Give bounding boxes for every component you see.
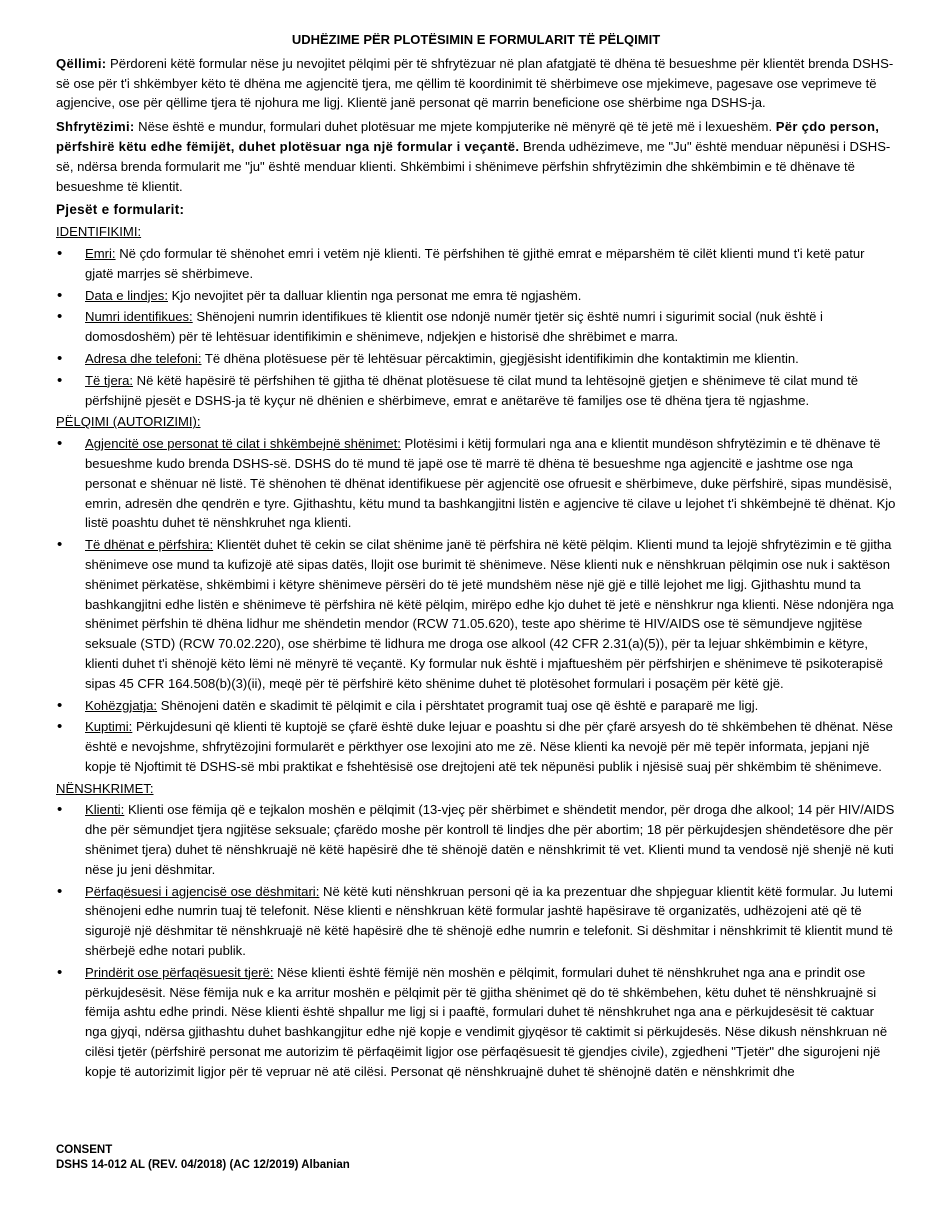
list-item <box>56 535 896 693</box>
signatures-list <box>56 800 896 1081</box>
list-item <box>56 696 896 716</box>
instructions-page <box>56 30 896 1084</box>
list-item <box>56 882 896 961</box>
item-label: Agjencitë ose personat të cilat i shkëmbejnë shënimet: <box>85 436 401 452</box>
section-heading-consent: PËLQIMI (AUTORIZIMI): <box>56 414 201 430</box>
item-label: Të dhënat e përfshira: <box>85 537 214 553</box>
footer-form-name: CONSENT <box>56 1144 113 1156</box>
list-item <box>56 434 896 533</box>
form-parts-heading: Pjesët e formularit: <box>56 202 185 218</box>
item-label: Të tjera: <box>85 372 134 388</box>
footer-form-number: DSHS 14-012 AL (REV. 04/2018) (AC 12/2019) Albanian <box>56 1159 350 1171</box>
usage-label: Shfrytëzimi: <box>56 119 135 135</box>
item-label: Kuptimi: <box>85 719 133 735</box>
item-label: Adresa dhe telefoni: <box>85 350 202 366</box>
item-text: Përkujdesuni që klienti të kuptojë se çfarë është duke lejuar e poashtu si dhe për çfarë arsyesh do të shkëmbehen të dhënat. Nëse është e nevojshme, shfrytëzojini formularët e përkthyer ose lexojini ato me zë. Nëse klienti ka nevojë për më tepër informata, jepjani një kopje të Njoftimit të DSHS-së mbi praktikat e fshehtësisë ose drejtojeni atë tek nëpunësi publik i njësisë suaj për shkëmbim të shënimeve. <box>85 719 893 774</box>
list-item <box>56 371 896 411</box>
item-text: Klientët duhet të cekin se cilat shënime janë të përfshira në këtë pëlqim. Klienti mund ta lejojë shfrytëzimin e të gjitha shënimeve ose mund ta kufizojë atë sipas datës, llojit ose burimit të shënimeve. Nëse klienti nuk e nënshkruan pëlqimin ose nuk i saktëson shënimet përkatëse, shkëmbimi i këtyre shënimeve përsëri do të jetë mundshëm nëse një gjë e tillë lejohet me ligj. Gjithashtu mund ta bashkangjitni edhe listën e shënimeve të përfshira në këtë pëlqim, mirëpo edhe kjo duhet të jetë e nënshkrur nga klienti. Nëse ndonjëra nga shënimet përfshin të dhëna lidhur me shëndetin mendor (RCW 71.05.620), teste apo shërime të HIV/AIDS ose të sëmundjeve ngjitëse seksuale (STD) (RCW 70.02.220), ose shërbime të lidhura me droga ose alkool (42 CFR 2.31(a)(5)), për ta lejuar shkëmbimin e këtyre, klienti duhet t'i shënojë këto lëmi në mënyrë të veçantë. Ky formular nuk është i mjaftueshëm për përfshirjen e shënimeve të psikoterapisë sipas 45 CFR 164.508(b)(3)(ii), meqë për të përfshirë këto shënime duhet të plotësohet formulari i posaçëm për këtë gjë. <box>85 537 894 691</box>
form-footer <box>56 1143 350 1173</box>
item-text: Plotësimi i këtij formulari nga ana e klientit mundëson shfrytëzimin e të dhënave të besueshme kudo brenda DSHS-së. DSHS do të mund të japë ose të marrë të dhëna të besueshme nga agjencitë e jashtme ose nga personat e shënuar në listë. Të shënohen të dhënat identifikuese për agjencitë ose ofruesit e shërbimeve, duke përfshirë, sipas mundësisë, emrin, adresën dhe qendrën e tyre. Gjithashtu, këtu mund ta bashkangjitni listën e agjencive të cilave u lejohet t'i shkëmbejnë të dhënat. Kjo listë poashtu duhet të nënshkruhet nga klienti. <box>85 436 896 531</box>
item-label: Emri: <box>85 245 116 261</box>
item-text: Klienti ose fëmija që e tejkalon moshën e pëlqimit (13-vjeç për shërbimet e shëndetit mendor, për droga dhe alkool; 14 për HIV/AIDS dhe për sëmundjet tjera ngjitëse seksuale; çfarëdo moshe për kontroll të lindjes dhe për abortim; 18 për përkujdesjen shëndetësore dhe për shënimet tjera) duhet të nënshkruajë në këtë hapësirë dhe të shënojë datën e nënshkrimit të vet. Klienti mund ta vendosë një shenjë në kuti nëse ju jeni dëshmitar. <box>85 802 895 877</box>
item-text: Në këtë hapësirë të përfshihen të gjitha të dhënat plotësuese të cilat mund ta lehtësojnë gjetjen e shënimeve të cilat mund të përfshijnë pjesët e DSHS-ja të kyçur në dhënien e shërbimeve, emrat e anëtarëve të familjes ose të dhëna tjera të ngjashme. <box>85 372 859 408</box>
item-text: Nëse klienti është fëmijë nën moshën e pëlqimit, formulari duhet të nënshkruhet nga ana e prindit ose përkujdesësit. Nëse fëmija nuk e ka arritur moshën e pëlqimit për të gjitha shënimet që do të shkëmbehen, këtu duhet të nënshkruajnë si fëmija ashtu edhe prindi. Nëse klienti është shpallur me ligj si i paaftë, formulari duhet të nënshkruhet nga ana e përkujdesësit të caktuar nga gjyqi, ndërsa gjithashtu duhet bashkangjitur edhe një kopje e vendimit gjyqësor të caktimit si përkujdesës. Nëse dikush nënshkruan në cilësi tjetër (përfshirë personat me autorizim të përfaqëimit ligjor ose përfaqësuesit të gjendjes civile), zgjedheni "Tjetër" dhe sigurojeni një kopje të autorizimit ligjor për të vepruar në atë cilësi. Personat që nënshkruajnë duhet të shënojnë datën e nënshkrimit dhe <box>85 964 888 1079</box>
item-text: Kjo nevojitet për ta dalluar klientin nga personat me emra të ngjashëm. <box>167 287 582 303</box>
item-label: Kohëzgjatja: <box>85 697 158 713</box>
item-label: Prindërit ose përfaqësuesit tjerë: <box>85 964 274 980</box>
list-item <box>56 800 896 879</box>
item-label: Përfaqësuesi i agjencisë ose dëshmitari: <box>85 883 320 899</box>
item-label: Numri identifikues: <box>85 309 193 325</box>
identification-list <box>56 244 896 410</box>
list-item <box>56 286 896 306</box>
list-item <box>56 717 896 776</box>
item-text: Shënojeni datën e skadimit të pëlqimit e cila i përshtatet programit tuaj ose që është e paraparë me ligj. <box>157 697 759 713</box>
item-text: Të dhëna plotësuese për të lehtësuar përcaktimin, gjegjësisht identifikimin dhe kontaktimin me klientin. <box>201 350 799 366</box>
usage-text-2: Brenda udhëzimeve, me "Ju" është menduar nëpunësi i DSHS-së, ndërsa brenda formularit me "ju" është menduar klienti. Shkëmbimi i shënimeve përfshin shfrytëzimin dhe shkëmbimin e të dhënave të besueshme të klientit. <box>56 138 891 194</box>
item-text: Në çdo formular të shënohet emri i vetëm një klienti. Të përfshihen të gjithë emrat e mëparshëm të cilët klienti mund t'i ketë patur gjatë marrjes së shërbimeve. <box>85 245 865 281</box>
list-item <box>56 244 896 284</box>
list-item <box>56 349 896 369</box>
purpose-text: Përdoreni këtë formular nëse ju nevojitet pëlqimi për të shfrytëzuar në plan afatgjatë të dhëna të besueshme për klientët brenda DSHS-së ose për t'i shkëmbyer këto të dhëna me agjencitë tjera, me qëllim të koordinimit të shërbimeve ose mjekimeve, pagesave ose veprimeve të agjencive, ose për qëllime tjera të njohura me ligj. Klientë janë personat që marrin beneficione ose shërbime nga DSHS-ja. <box>56 55 894 111</box>
usage-paragraph <box>56 117 896 196</box>
item-text: Shënojeni numrin identifikues të klientit ose ndonjë numër tjetër siç është numri i sigurimit social (nuk është i domosdoshëm) për të lehtësuar identifikimin e shënimeve, ndjekjen e historisë dhe shrëbimet e marra. <box>85 309 823 345</box>
purpose-paragraph <box>56 54 896 113</box>
item-label: Data e lindjes: <box>85 287 168 303</box>
item-text: Në këtë kuti nënshkruan personi që ia ka prezentuar dhe shpjeguar klientit këtë formular. Ju lutemi shënojeni edhe numrin tuaj të telefonit. Nëse klienti e nënshkruan këtë formular jashtë hapësirave të organizatës, udhëzojeni atë që të sigurojë një dëshmitar të nënshkruajë në këtë hapësirë dhe të shënojë edhe numrin e telefonit. Si dëshmitar i nënshkrimit të klientit mund të shërbejë edhe notari publik. <box>85 883 893 959</box>
consent-list <box>56 434 896 777</box>
section-heading-signatures: NËNSHKRIMET: <box>56 780 154 796</box>
section-heading-identification: IDENTIFIKIMI: <box>56 224 142 240</box>
usage-text-1: Nëse është e mundur, formulari duhet plotësuar me mjete kompjuterike në mënyrë që të jetë më i lexueshëm. <box>134 119 776 135</box>
item-label: Klienti: <box>85 802 125 818</box>
list-item <box>56 307 896 347</box>
list-item <box>56 963 896 1082</box>
usage-bold-note: Për çdo person, përfshirë këtu edhe fëmijët, duhet plotësuar nga një formular i veçantë. <box>56 119 880 154</box>
purpose-label: Qëllimi: <box>56 55 107 71</box>
page-title: UDHËZIME PËR PLOTËSIMIN E FORMULARIT TË PËLQIMIT <box>291 32 661 47</box>
